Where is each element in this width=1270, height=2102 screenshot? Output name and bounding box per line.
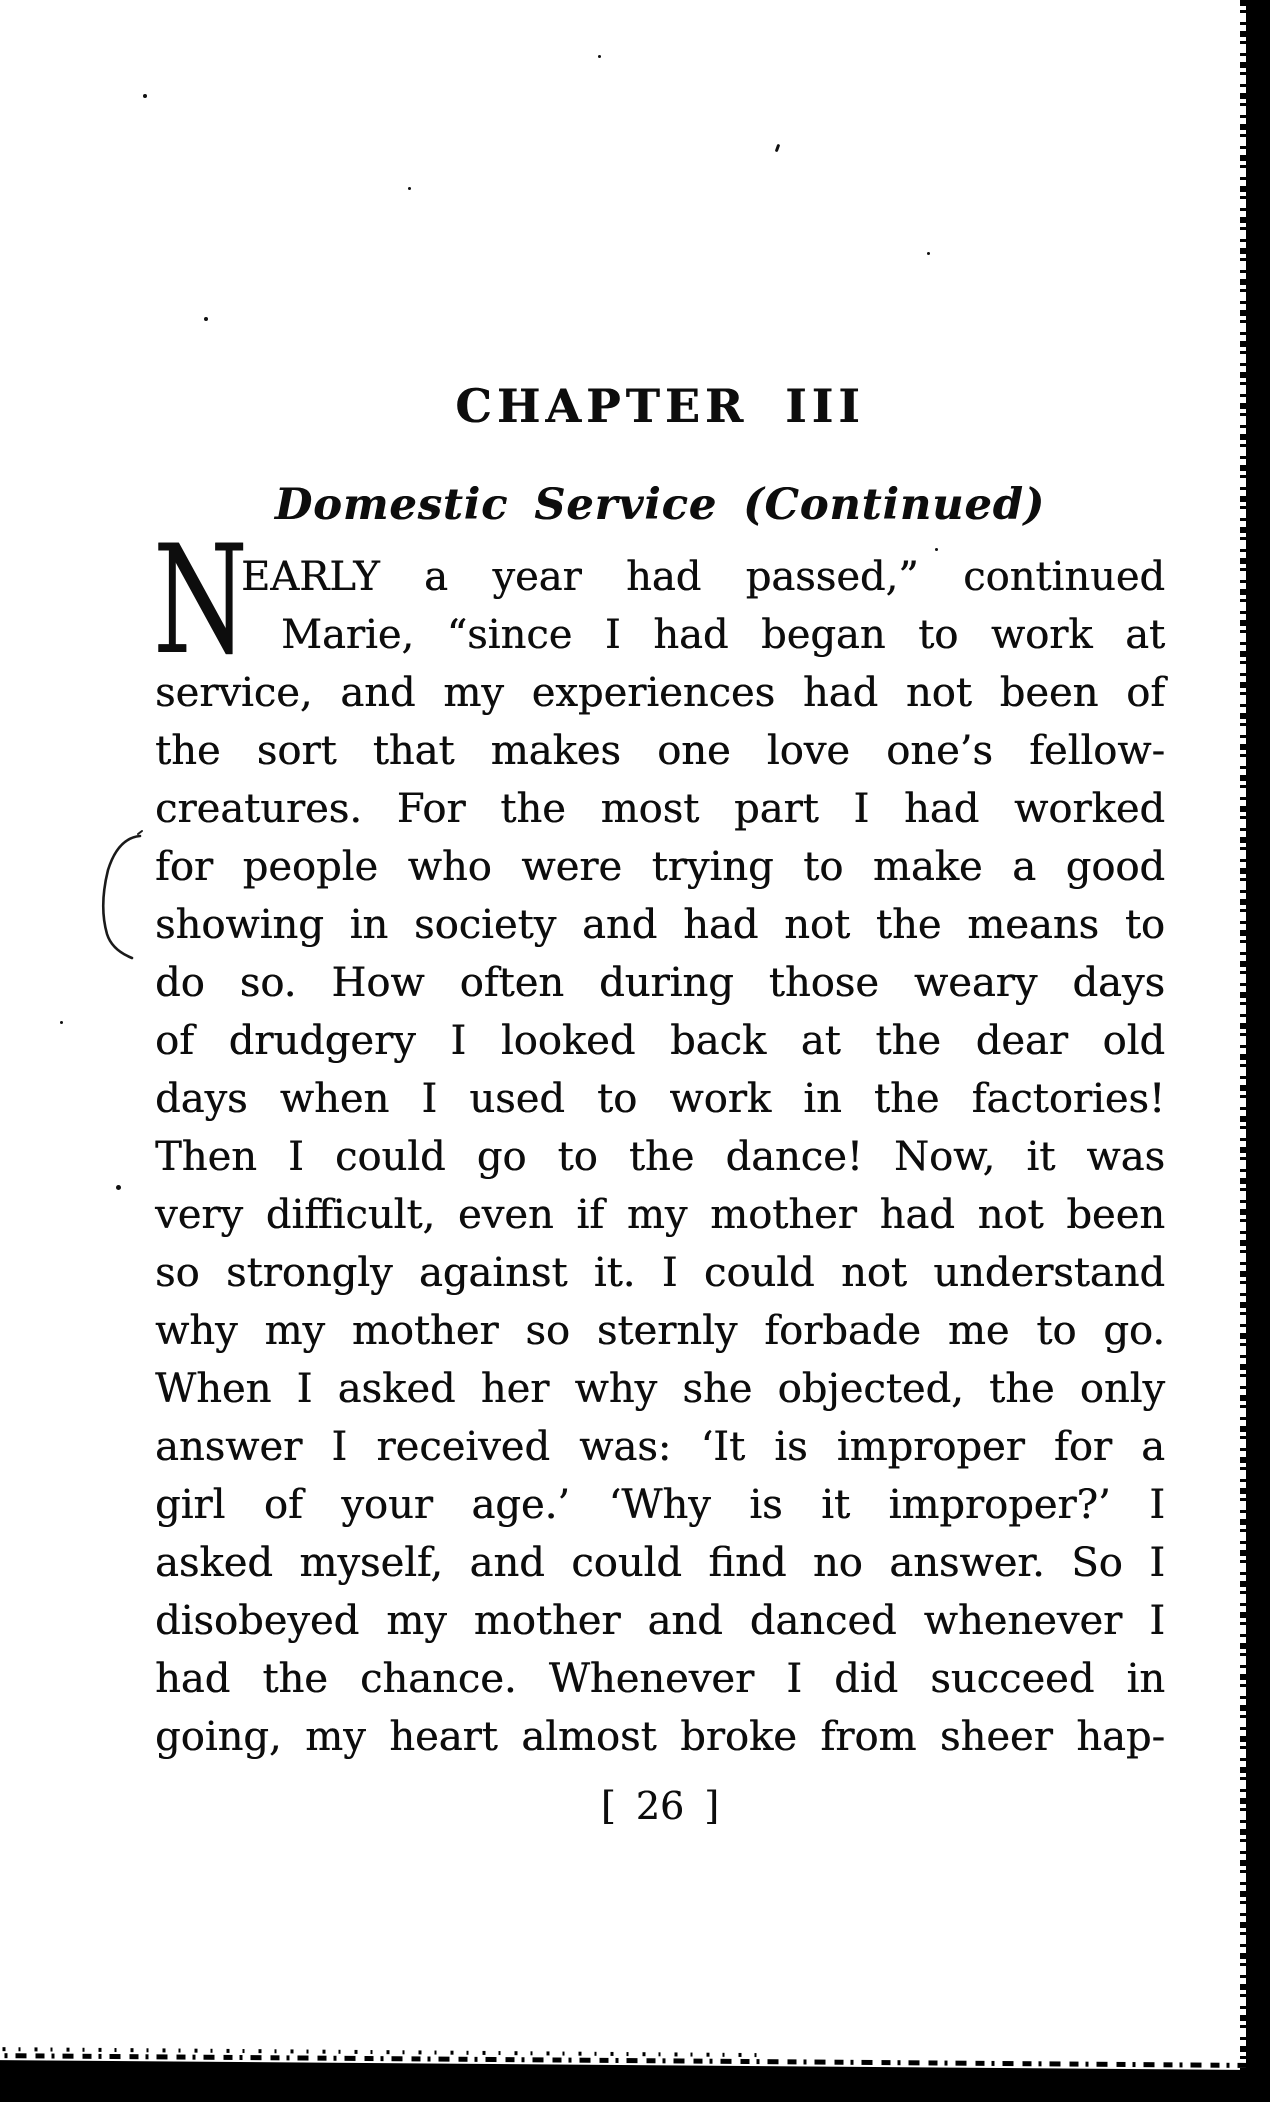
body-line: had the chance. Whenever I did succeed in [155,1656,1165,1702]
scan-speck [598,55,601,58]
body-line: EARLY a year had passed,” continued [241,554,1165,600]
scan-speck [204,317,208,321]
scan-speck [927,252,930,255]
body-line: asked myself, and could find no answer. So I [155,1540,1165,1586]
body-line: Then I could go to the dance! Now, it was [155,1134,1165,1180]
paragraph [153,514,1165,1766]
body-line: going, my heart almost broke from sheer hap- [155,1714,1165,1760]
body-line: of drudgery I looked back at the dear old [155,1018,1165,1064]
body-line: the sort that makes one love one’s fellow- [155,728,1165,774]
body-line: why my mother so sternly forbade me to go. [155,1308,1165,1354]
body-line: girl of your age.’ ‘Why is it improper?’ I [155,1482,1165,1528]
body-line: answer I received was: ‘It is improper for a [155,1424,1165,1470]
body-line: service, and my experiences had not been of [155,670,1165,716]
body-line: creatures. For the most part I had worked [155,786,1165,832]
chapter-subtitle: Domestic Service (Continued) [274,479,1046,530]
scan-speck [60,1021,63,1024]
scan-speck [775,144,781,153]
handwritten-margin-mark [94,828,144,966]
body-line: do so. How often during those weary days [155,960,1165,1006]
drop-cap-letter: N [153,514,248,688]
scan-edge-right [1246,0,1270,2102]
body-line: disobeyed my mother and danced whenever I [155,1598,1165,1644]
body-line: When I asked her why she objected, the only [155,1366,1165,1412]
scan-speck [116,1185,121,1190]
scan-speck [935,548,938,551]
body-line: showing in society and had not the means to [155,902,1165,948]
body-line: days when I used to work in the factories! [155,1076,1165,1122]
chapter-heading: CHAPTER III [455,378,865,433]
body-line: for people who were trying to make a good [155,844,1165,890]
body-line: very difficult, even if my mother had not been [155,1192,1165,1238]
scan-speck [408,187,411,190]
body-line: Marie, “since I had began to work at [281,612,1165,658]
scan-edge-bottom [0,2060,1270,2102]
body-line: so strongly against it. I could not understand [155,1250,1165,1296]
scan-speck [143,94,147,98]
page-number: [ 26 ] [600,1784,720,1828]
